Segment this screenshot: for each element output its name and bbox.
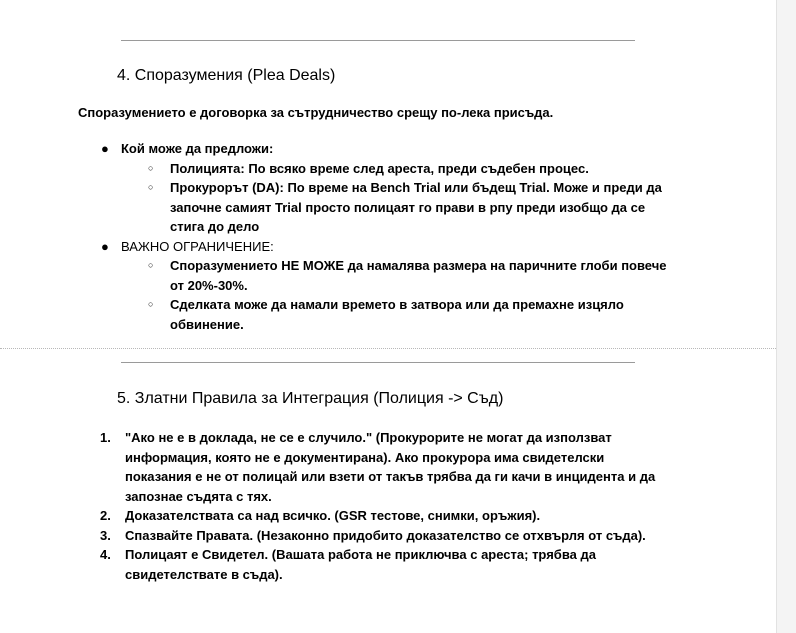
section-4-heading: 4. Споразумения (Plea Deals) (117, 67, 336, 84)
sub-item-text: Прокурорът (DA): По време на Bench Trial или бъдещ Trial. Може и преди да започне самият Trial просто полицаят го прави в рпу преди изобщо да се стига до дело (170, 180, 662, 234)
horizontal-rule (121, 362, 635, 363)
list-item (100, 428, 670, 506)
list-number: 4. (100, 547, 111, 562)
sub-list-item (148, 159, 671, 179)
list-item-label: ВАЖНО ОГРАНИЧЕНИЕ: (121, 238, 274, 254)
circle-bullet-icon: ○ (148, 162, 154, 173)
horizontal-rule (121, 40, 635, 41)
list-number: 2. (100, 508, 111, 523)
bullet-icon: ● (101, 141, 109, 156)
list-item-text: Спазвайте Правата. (Незаконно придобито доказателство се отхвърля от съда). (125, 527, 646, 543)
list-item (100, 526, 670, 546)
list-number: 3. (100, 527, 111, 543)
sub-item-text: Сделката може да намали времето в затвора или да премахне изцяло обвинение. (170, 297, 624, 332)
bullet-icon: ● (101, 238, 109, 254)
list-item-text: Полицаят е Свидетел. (Вашата работа не приключва с ареста; трябва да свидетелствате в съда). (125, 547, 596, 582)
circle-bullet-icon: ○ (148, 182, 154, 192)
sub-list-item (148, 256, 671, 295)
sub-item-text: Полицията: По всяко време след ареста, преди съдебен процес. (170, 160, 589, 176)
list-number: 1. (100, 430, 111, 445)
section-4-intro: Споразумението е договорка за сътрудничество срещу по-лека присъда. (78, 105, 554, 120)
circle-bullet-icon: ○ (148, 260, 154, 270)
list-item-label: Кой може да предложи: (121, 141, 274, 156)
golden-rules-list (100, 428, 670, 584)
list-item-text: Доказателствата са над всичко. (GSR тестове, снимки, оръжия). (125, 508, 541, 523)
sub-item-text: Споразумението НЕ МОЖЕ да намалява размера на паричните глоби повече от 20%-30%. (170, 258, 667, 293)
list-item (100, 506, 670, 526)
list-item-text: "Ако не е в доклада, не се е случило." (Прокурорите не могат да използват информация, която не е документирана). Ако прокурора има свидетелски показания е не от полицай или взети от такъв трябва да ги качи в инцидента и да запознае съдята с тях. (125, 430, 656, 504)
circle-bullet-icon: ○ (148, 299, 154, 309)
scrollbar-track[interactable] (776, 0, 796, 633)
sub-list-item (148, 295, 671, 334)
list-item (101, 139, 671, 237)
page-break-divider (0, 348, 776, 349)
section-5-heading: 5. Златни Правила за Интеграция (Полиция -> Съд) (117, 390, 504, 407)
plea-deals-list (101, 139, 671, 334)
list-item (100, 545, 670, 584)
list-item (101, 237, 671, 335)
sub-list-item (148, 178, 671, 237)
